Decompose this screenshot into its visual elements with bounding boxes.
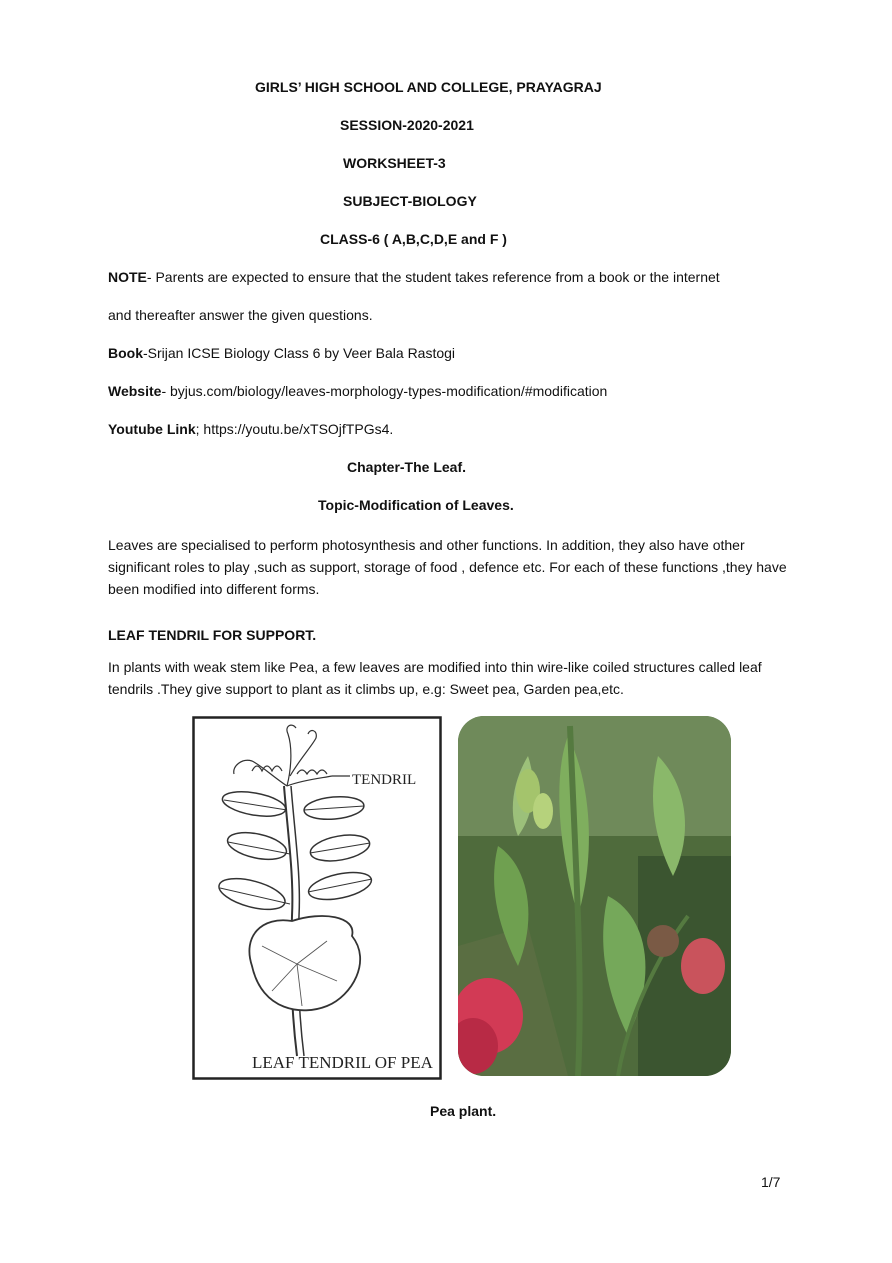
worksheet-title: WORKSHEET-3	[343, 155, 446, 171]
leaf-tendril-sketch	[192, 716, 442, 1080]
youtube-label: Youtube Link	[108, 421, 196, 437]
school-name: GIRLS’ HIGH SCHOOL AND COLLEGE, PRAYAGRAJ	[255, 79, 602, 95]
page-number: 1/7	[761, 1174, 781, 1190]
section-paragraph: In plants with weak stem like Pea, a few leaves are modified into thin wire-like coiled structures called leaf tendrils .They give support to plant as it climbs up, e.g: Sweet pea, Garden pea,etc.	[108, 659, 762, 697]
class-title: CLASS-6 ( A,B,C,D,E and F )	[320, 231, 507, 247]
note-label: NOTE	[108, 269, 147, 285]
intro-paragraph: Leaves are specialised to perform photosynthesis and other functions. In addition, they also have other significant roles to play ,such as support, storage of food , defence etc. For each of these functions ,they have been modified into different forms.	[108, 537, 787, 597]
subject-title: SUBJECT-BIOLOGY	[343, 193, 477, 209]
pea-plant-photo	[458, 716, 731, 1076]
website-reference	[108, 382, 607, 400]
chapter-title: Chapter-The Leaf.	[347, 459, 467, 475]
tendril-label: TENDRIL	[352, 772, 417, 788]
topic-title: Topic-Modification of Leaves.	[318, 497, 514, 513]
youtube-reference	[108, 420, 393, 438]
website-label: Website	[108, 383, 162, 399]
book-label: Book	[108, 345, 143, 361]
note-line-2: and thereafter answer the given questions.	[108, 307, 373, 323]
youtube-text: ; https://youtu.be/xTSOjfTPGs4.	[195, 421, 394, 437]
book-text: -Srijan ICSE Biology Class 6 by Veer Bala Rastogi	[143, 345, 456, 361]
section-heading: LEAF TENDRIL FOR SUPPORT.	[108, 627, 317, 643]
session-title: SESSION-2020-2021	[340, 117, 474, 133]
figure-caption: Pea plant.	[430, 1103, 497, 1119]
website-text: - byjus.com/biology/leaves-morphology-types-modification/#modification	[161, 383, 608, 399]
note-line	[108, 268, 720, 286]
sketch-caption: LEAF TENDRIL OF PEA	[252, 1053, 433, 1072]
book-reference	[108, 344, 455, 362]
note-text: - Parents are expected to ensure that the student takes reference from a book or the internet	[146, 269, 720, 285]
